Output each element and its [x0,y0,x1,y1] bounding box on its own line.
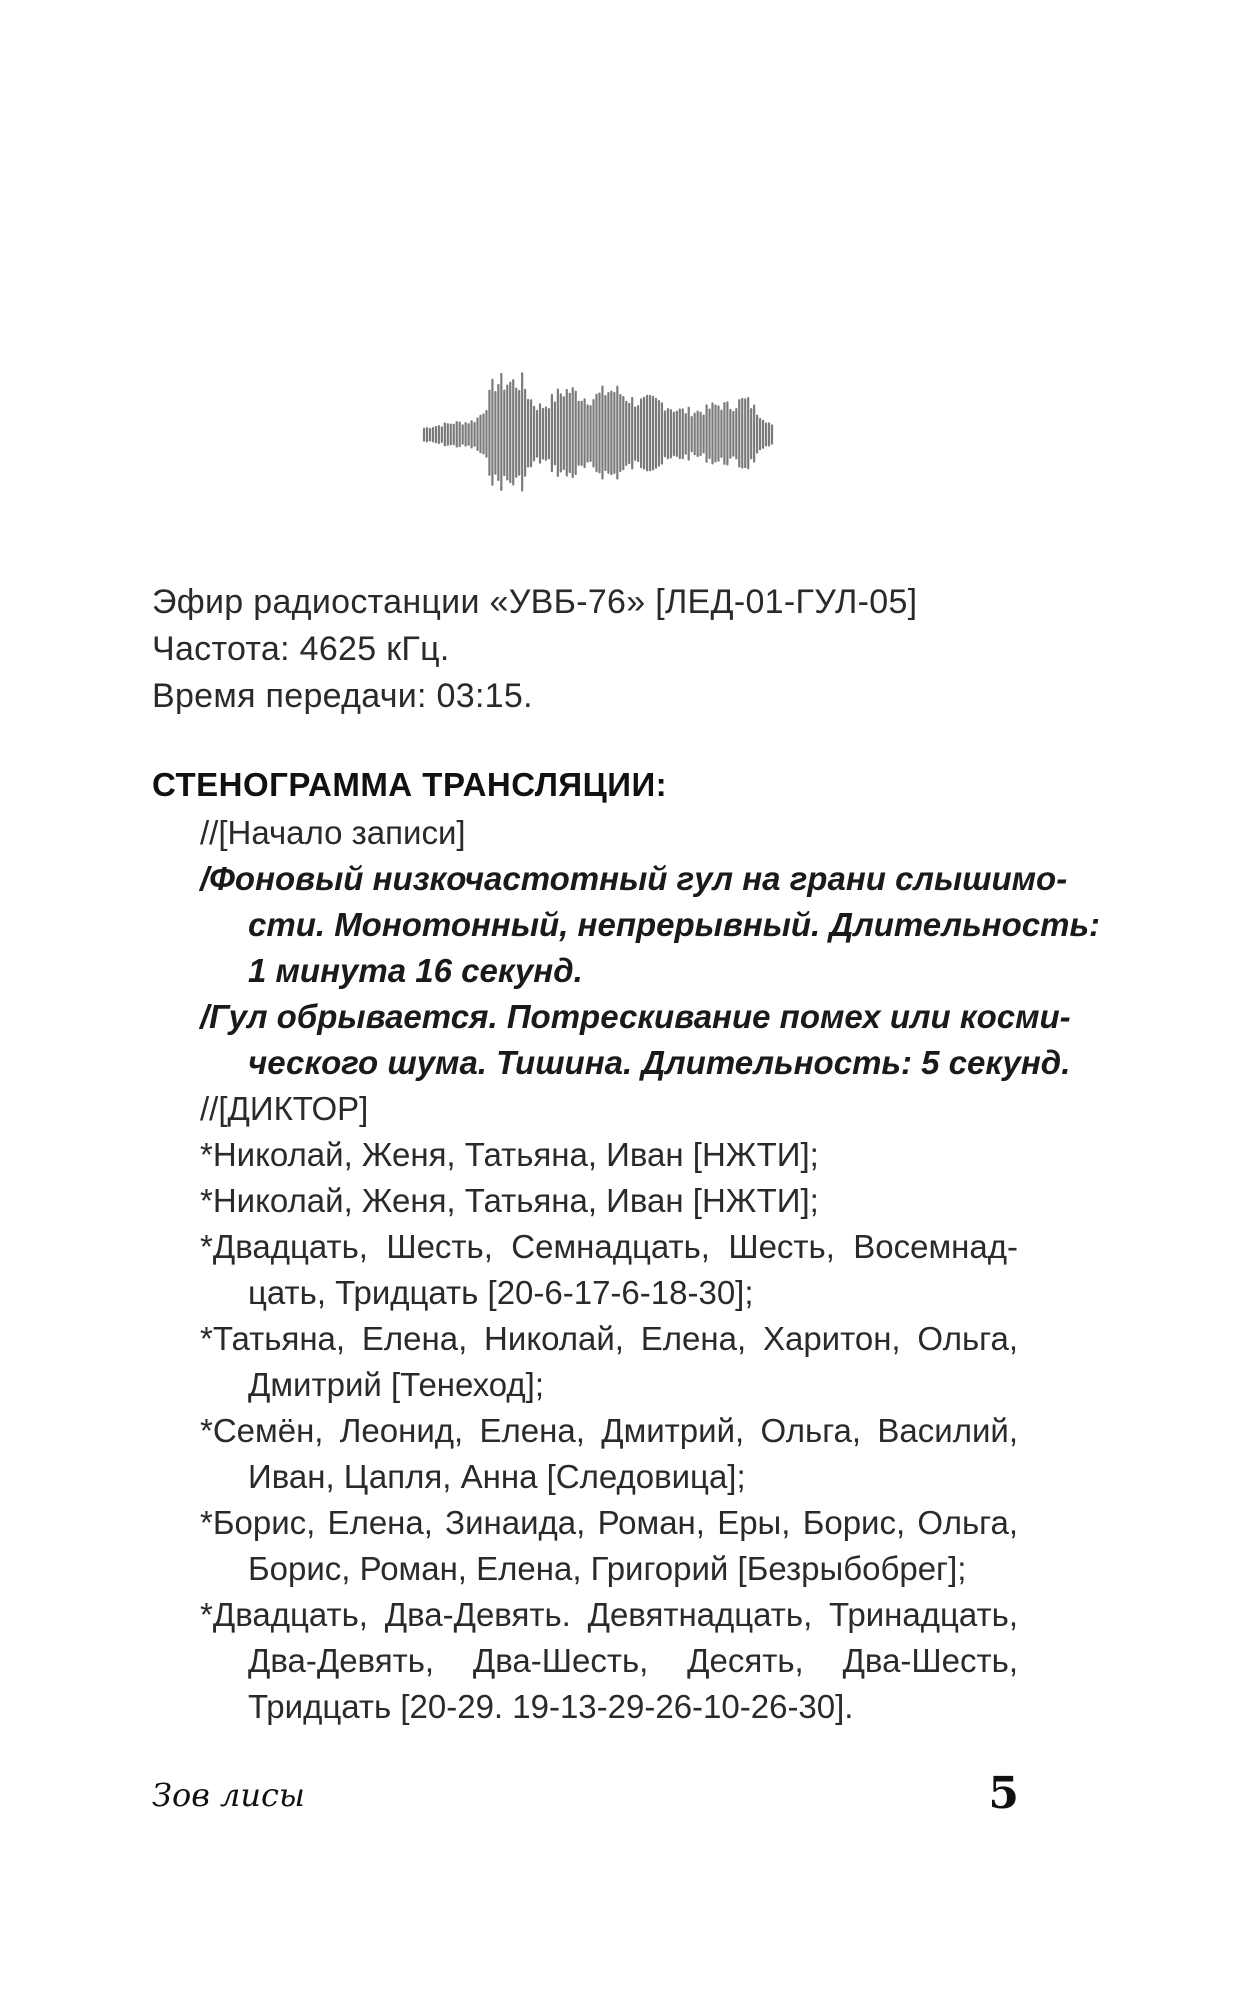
transcript-line: Дмитрий [Тенеход]; [248,1366,545,1403]
sound-wave-icon [420,370,776,500]
transcript-line: ческого шума. Тишина. Длительность: 5 секунд. [248,1044,1071,1081]
transcript-line: *Борис, Елена, Зинаида, Роман, Еры, Борис, Ольга, [200,1504,1018,1541]
transcript-line: *Николай, Женя, Татьяна, Иван [НЖТИ]; [200,1182,819,1219]
transcript-line: *Двадцать, Шесть, Семнадцать, Шесть, Восемнад- [200,1228,1018,1265]
transcript-line: /Гул обрывается. Потрескивание помех или косми- [200,998,1071,1035]
transcript-line: //[Начало записи] [200,814,466,851]
transcript-title: СТЕНОГРАММА ТРАНСЛЯЦИИ: [152,766,668,803]
transcript-line: *Татьяна, Елена, Николай, Елена, Харитон, Ольга, [200,1320,1018,1357]
transcript-line: *Николай, Женя, Татьяна, Иван [НЖТИ]; [200,1136,819,1173]
transcript-line: Борис, Роман, Елена, Григорий [Безрыбобрег]; [248,1550,967,1587]
transcript-line: /Фоновый низкочастотный гул на грани слышимо- [200,860,1068,897]
frequency-line: Частота: 4625 кГц. [152,630,450,668]
transcript-line: сти. Монотонный, непрерывный. Длительность: [248,906,1101,943]
broadcast-station-line: Эфир радиостанции «УВБ-76» [ЛЕД-01-ГУЛ-05] [152,583,918,621]
transcript-line: Иван, Цапля, Анна [Следовица]; [248,1458,746,1495]
transcript-line: *Семён, Леонид, Елена, Дмитрий, Ольга, Василий, [200,1412,1018,1449]
transmission-time-line: Время передачи: 03:15. [152,677,533,715]
transcript-line: цать, Тридцать [20-6-17-6-18-30]; [248,1274,754,1311]
book-title: Зов лисы [152,1776,305,1814]
transcript-line: Два-Девять, Два-Шесть, Десять, Два-Шесть, [248,1642,1018,1679]
transcript-line: 1 минута 16 секунд. [248,952,583,989]
transcript-line: //[ДИКТОР] [200,1090,369,1127]
transcript-line: *Двадцать, Два-Девять. Девятнадцать, Тринадцать, [200,1596,1018,1633]
page-number: 5 [988,1768,1019,1819]
transcript-line: Тридцать [20-29. 19-13-29-26-10-26-30]. [248,1688,854,1725]
